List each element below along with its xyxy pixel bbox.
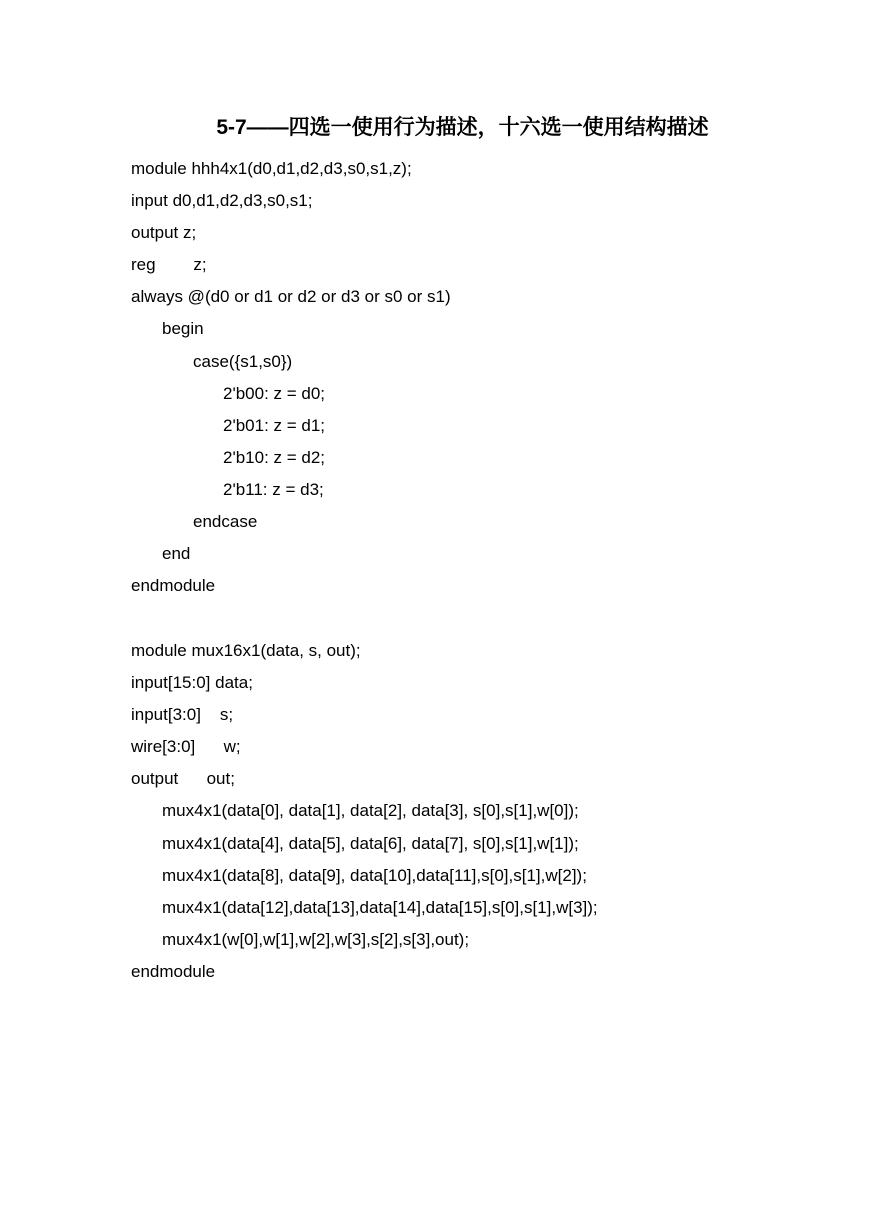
- code-line: case({s1,s0}): [193, 351, 293, 371]
- code-line: output z;: [131, 223, 197, 243]
- code-block-mux16x1-structural: [131, 635, 598, 988]
- code-line: wire[3:0] w;: [131, 737, 241, 757]
- code-line: end: [162, 544, 191, 564]
- code-line: 2'b00: z = d0;: [223, 383, 326, 403]
- code-line: mux4x1(data[0], data[1], data[2], data[3], s[0],s[1],w[0]);: [162, 801, 579, 821]
- code-line: mux4x1(data[8], data[9], data[10],data[11],s[0],s[1],w[2]);: [162, 865, 587, 885]
- code-line: module mux16x1(data, s, out);: [131, 641, 361, 660]
- code-line: begin: [162, 319, 204, 339]
- document-title: 5-7——四选一使用行为描述，十六选一使用结构描述: [216, 116, 709, 139]
- code-line: reg z;: [131, 255, 207, 275]
- code-line: 2'b11: z = d3;: [223, 479, 324, 499]
- code-line: mux4x1(w[0],w[1],w[2],w[3],s[2],s[3],out);: [162, 929, 470, 949]
- code-line: 2'b10: z = d2;: [223, 447, 326, 467]
- code-line: always @(d0 or d1 or d2 or d3 or s0 or s1): [131, 287, 451, 307]
- code-line: endmodule: [131, 961, 216, 981]
- code-line: mux4x1(data[12],data[13],data[14],data[15],s[0],s[1],w[3]);: [162, 897, 598, 917]
- code-block-mux4x1-behavioral: [131, 153, 451, 602]
- code-line: endmodule: [131, 576, 216, 596]
- code-line: endcase: [193, 512, 258, 532]
- code-line: module hhh4x1(d0,d1,d2,d3,s0,s1,z);: [131, 159, 412, 178]
- code-line: input[15:0] data;: [131, 673, 253, 693]
- code-line: 2'b01: z = d1;: [223, 415, 326, 435]
- code-line: input[3:0] s;: [131, 705, 234, 725]
- code-line: mux4x1(data[4], data[5], data[6], data[7], s[0],s[1],w[1]);: [162, 833, 579, 853]
- code-line: output out;: [131, 769, 235, 789]
- code-line: input d0,d1,d2,d3,s0,s1;: [131, 191, 313, 211]
